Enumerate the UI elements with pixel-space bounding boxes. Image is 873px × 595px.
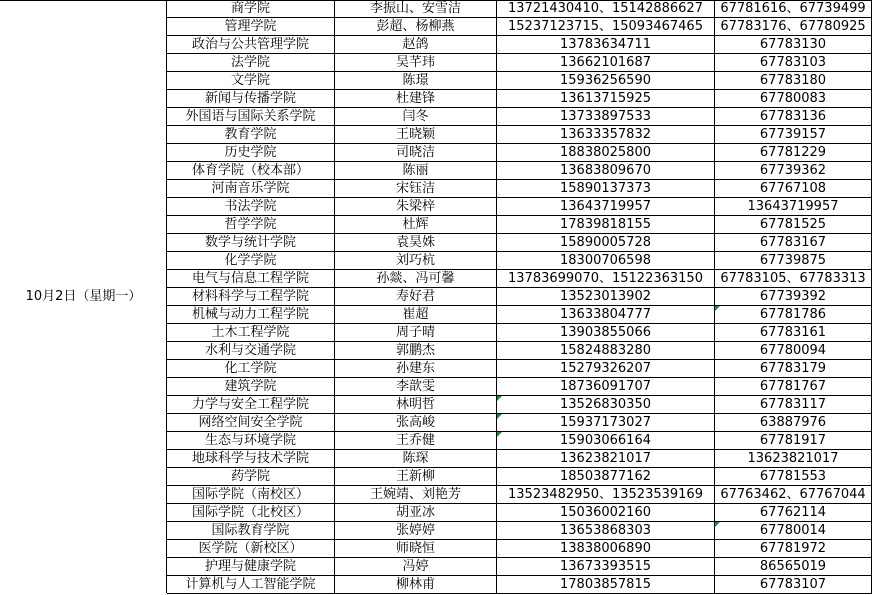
person-text: 杜辉 [402,217,429,232]
office-text: 67739392 [759,289,827,304]
office-cell [715,252,872,270]
college-text: 教育学院 [224,127,277,142]
person-cell [335,522,497,540]
person-text: 寿好君 [395,289,435,304]
mobile-text: 13662101687 [560,55,651,70]
college-text: 商学院 [230,1,270,16]
office-cell [715,378,872,396]
person-text: 郭鹏杰 [395,343,435,358]
office-cell [715,144,872,162]
college-text: 生态与环境学院 [204,433,296,448]
office-text: 67783117 [759,397,827,412]
college-text: 文学院 [230,73,270,88]
comment-marker-icon [715,306,720,311]
person-text: 孙建东 [395,361,435,376]
person-text: 林明哲 [395,397,435,412]
mobile-cell [497,18,715,36]
person-cell [335,234,497,252]
college-cell [167,216,335,234]
office-text: 67783167 [759,235,827,250]
mobile-cell [497,432,715,450]
mobile-cell [497,342,715,360]
office-cell [715,1,872,18]
mobile-cell [497,324,715,342]
office-cell [715,324,872,342]
person-cell [335,108,497,126]
college-cell [167,36,335,54]
person-cell [335,18,497,36]
college-cell [167,198,335,216]
mobile-cell [497,72,715,90]
mobile-text: 13683809670 [560,163,651,178]
person-text: 崔超 [402,307,429,322]
person-cell [335,126,497,144]
mobile-cell [497,558,715,576]
office-text: 67783161 [759,325,827,340]
mobile-text: 15936256590 [560,73,651,88]
mobile-cell [497,144,715,162]
table-row [1,1,872,18]
college-text: 外国语与国际关系学院 [185,109,316,124]
office-cell [715,432,872,450]
college-cell [167,396,335,414]
college-text: 化学学院 [224,253,277,268]
office-text: 67739157 [759,127,827,142]
office-cell [715,306,872,324]
mobile-text: 13783699070、15122363150 [508,271,703,286]
college-text: 历史学院 [224,145,277,160]
college-cell [167,432,335,450]
college-cell [167,144,335,162]
office-cell [715,198,872,216]
college-text: 法学院 [230,55,270,70]
mobile-text: 15937173027 [560,415,651,430]
office-text: 67763462、67767044 [720,487,866,502]
mobile-text: 13783634711 [560,37,651,52]
office-cell [715,486,872,504]
mobile-cell [497,486,715,504]
college-text: 政治与公共管理学院 [191,37,309,52]
office-text: 67781767 [759,379,827,394]
person-cell [335,36,497,54]
person-cell [335,198,497,216]
college-text: 化工学院 [224,361,277,376]
college-text: 国际学院（北校区） [191,505,309,520]
person-text: 李振山、安雪洁 [369,1,461,16]
office-cell [715,504,872,522]
office-text: 13623821017 [747,451,839,466]
college-cell [167,576,335,594]
college-cell [167,18,335,36]
college-text: 药学院 [230,469,270,484]
person-cell [335,432,497,450]
office-text: 67781616、67739499 [720,1,866,16]
person-cell [335,1,497,18]
office-cell [715,270,872,288]
office-cell [715,162,872,180]
person-text: 宋钰洁 [395,181,435,196]
college-cell [167,468,335,486]
college-text: 数学与统计学院 [204,235,296,250]
office-text: 63887976 [759,415,827,430]
mobile-text: 13838006890 [560,541,651,556]
person-cell [335,450,497,468]
person-text: 吴芊玮 [395,55,435,70]
person-text: 彭超、杨柳燕 [376,19,455,34]
person-cell [335,324,497,342]
comment-marker-icon [497,396,502,401]
office-text: 67780014 [759,523,827,538]
person-cell [335,378,497,396]
office-text: 67767108 [759,181,827,196]
mobile-text: 13903855066 [560,325,651,340]
office-text: 67783179 [759,361,827,376]
college-text: 土木工程学院 [211,325,290,340]
person-text: 陈琛 [402,451,429,466]
college-text: 水利与交通学院 [204,343,296,358]
person-cell [335,270,497,288]
office-cell [715,540,872,558]
office-cell [715,18,872,36]
office-text: 67783136 [759,109,827,124]
person-text: 冯婷 [402,559,429,574]
person-cell [335,360,497,378]
college-cell [167,180,335,198]
mobile-cell [497,162,715,180]
college-text: 护理与健康学院 [204,559,296,574]
person-cell [335,342,497,360]
college-cell [167,288,335,306]
office-cell [715,72,872,90]
mobile-text: 15824883280 [560,343,651,358]
college-cell [167,54,335,72]
college-text: 地球科学与技术学院 [191,451,309,466]
college-text: 新闻与传播学院 [204,91,296,106]
person-text: 胡亚冰 [395,505,435,520]
mobile-cell [497,522,715,540]
college-cell [167,108,335,126]
mobile-text: 13523013902 [560,289,651,304]
college-cell [167,450,335,468]
office-text: 86565019 [759,559,827,574]
person-text: 张婷婷 [395,523,435,538]
person-text: 陈璟 [402,73,429,88]
mobile-cell [497,504,715,522]
mobile-cell [497,216,715,234]
person-cell [335,72,497,90]
college-text: 力学与安全工程学院 [191,397,309,412]
person-cell [335,504,497,522]
college-cell [167,378,335,396]
office-text: 67783105、67783313 [720,271,866,286]
college-cell [167,540,335,558]
person-cell [335,396,497,414]
mobile-cell [497,234,715,252]
person-cell [335,486,497,504]
mobile-cell [497,288,715,306]
college-cell [167,486,335,504]
person-text: 陈丽 [402,163,429,178]
person-text: 柳林甫 [395,577,435,592]
person-text: 孙燚、冯可馨 [376,271,455,286]
college-text: 计算机与人工智能学院 [185,577,316,592]
mobile-cell [497,1,715,18]
person-cell [335,414,497,432]
college-cell [167,72,335,90]
college-cell [167,324,335,342]
mobile-text: 17803857815 [560,577,651,592]
mobile-text: 13623821017 [560,451,651,466]
office-cell [715,396,872,414]
mobile-cell [497,54,715,72]
comment-marker-icon [497,414,502,419]
college-text: 材料科学与工程学院 [191,289,309,304]
office-cell [715,576,872,594]
college-cell [167,414,335,432]
office-cell [715,54,872,72]
college-text: 管理学院 [224,19,277,34]
college-text: 医学院（新校区） [198,541,303,556]
office-cell [715,414,872,432]
office-cell [715,216,872,234]
office-cell [715,90,872,108]
mobile-cell [497,540,715,558]
college-cell [167,90,335,108]
mobile-text: 15237123715、15093467465 [508,19,703,34]
mobile-text: 18838025800 [560,145,651,160]
person-cell [335,180,497,198]
office-cell [715,522,872,540]
person-cell [335,306,497,324]
person-cell [335,162,497,180]
office-text: 67780094 [759,343,827,358]
office-cell [715,108,872,126]
mobile-text: 13653868303 [560,523,651,538]
mobile-text: 13733897533 [560,109,651,124]
person-cell [335,90,497,108]
office-text: 67783130 [759,37,827,52]
office-text: 67783107 [759,577,827,592]
person-cell [335,540,497,558]
mobile-cell [497,252,715,270]
office-cell [715,234,872,252]
person-text: 周子晴 [395,325,435,340]
mobile-text: 15890005728 [560,235,651,250]
office-text: 67781525 [759,217,827,232]
college-cell [167,234,335,252]
person-text: 朱梁梓 [395,199,435,214]
college-cell [167,162,335,180]
mobile-cell [497,360,715,378]
college-text: 国际教育学院 [211,523,290,538]
person-cell [335,576,497,594]
mobile-cell [497,576,715,594]
mobile-text: 15279326207 [560,361,651,376]
mobile-text: 13633804777 [560,307,651,322]
mobile-cell [497,198,715,216]
college-cell [167,1,335,18]
office-cell [715,36,872,54]
office-text: 67780083 [759,91,827,106]
mobile-text: 13721430410、15142886627 [508,1,703,16]
person-text: 王新柳 [395,469,435,484]
mobile-cell [497,306,715,324]
person-text: 李歆雯 [395,379,435,394]
office-text: 67781786 [759,307,827,322]
college-cell [167,270,335,288]
office-text: 67783180 [759,73,827,88]
person-text: 司晓洁 [395,145,435,160]
college-text: 国际学院（南校区） [191,487,309,502]
college-text: 体育学院（校本部） [191,163,309,178]
mobile-cell [497,378,715,396]
mobile-text: 13643719957 [560,199,651,214]
college-cell [167,558,335,576]
office-text: 13643719957 [747,199,839,214]
person-text: 袁昊姝 [395,235,435,250]
mobile-text: 18300706598 [560,253,651,268]
date-cell: 10月2日（星期一） [1,1,167,594]
office-text: 67739362 [759,163,827,178]
person-text: 杜建锋 [395,91,435,106]
office-cell [715,450,872,468]
mobile-cell [497,396,715,414]
comment-marker-icon [497,432,502,437]
person-cell [335,288,497,306]
office-text: 67783103 [759,55,827,70]
office-cell [715,288,872,306]
person-cell [335,252,497,270]
mobile-text: 15036002160 [560,505,651,520]
mobile-cell [497,414,715,432]
office-cell [715,468,872,486]
mobile-cell [497,180,715,198]
college-text: 电气与信息工程学院 [191,271,309,286]
person-text: 王晓颖 [395,127,435,142]
mobile-text: 13673393515 [560,559,651,574]
mobile-cell [497,450,715,468]
mobile-cell [497,90,715,108]
office-text: 67783176、67780925 [720,19,866,34]
person-cell [335,144,497,162]
office-cell [715,360,872,378]
person-text: 王婉靖、刘艳芳 [369,487,461,502]
mobile-cell [497,36,715,54]
college-text: 河南音乐学院 [211,181,290,196]
mobile-cell [497,270,715,288]
college-cell [167,504,335,522]
college-cell [167,522,335,540]
college-cell [167,342,335,360]
person-cell [335,558,497,576]
office-cell [715,342,872,360]
person-text: 张高峻 [395,415,435,430]
mobile-text: 17839818155 [560,217,651,232]
mobile-text: 15903066164 [560,433,651,448]
person-text: 师晓恒 [395,541,435,556]
comment-marker-icon [715,522,720,527]
college-cell [167,306,335,324]
college-cell [167,252,335,270]
office-text: 67781917 [759,433,827,448]
person-cell [335,54,497,72]
mobile-text: 18736091707 [560,379,651,394]
college-text: 机械与动力工程学院 [191,307,309,322]
college-text: 建筑学院 [224,379,277,394]
mobile-text: 15890137373 [560,181,651,196]
mobile-text: 13526830350 [560,397,651,412]
mobile-cell [497,108,715,126]
person-text: 赵鸽 [402,37,429,52]
office-text: 67739875 [759,253,827,268]
mobile-text: 13523482950、13523539169 [508,487,703,502]
mobile-text: 13633357832 [560,127,651,142]
college-text: 网络空间安全学院 [198,415,303,430]
mobile-text: 18503877162 [560,469,651,484]
office-text: 67781229 [759,145,827,160]
office-text: 67781972 [759,541,827,556]
office-text: 67781553 [759,469,827,484]
college-cell [167,126,335,144]
office-cell [715,558,872,576]
person-text: 刘巧杭 [395,253,435,268]
person-cell [335,468,497,486]
college-text: 哲学学院 [224,217,277,232]
office-text: 67762114 [759,505,827,520]
person-text: 闫冬 [402,109,429,124]
mobile-cell [497,126,715,144]
person-cell [335,216,497,234]
college-cell [167,360,335,378]
mobile-text: 13613715925 [560,91,651,106]
office-cell [715,180,872,198]
person-text: 王乔健 [395,433,435,448]
college-text: 书法学院 [224,199,277,214]
mobile-cell [497,468,715,486]
office-cell [715,126,872,144]
